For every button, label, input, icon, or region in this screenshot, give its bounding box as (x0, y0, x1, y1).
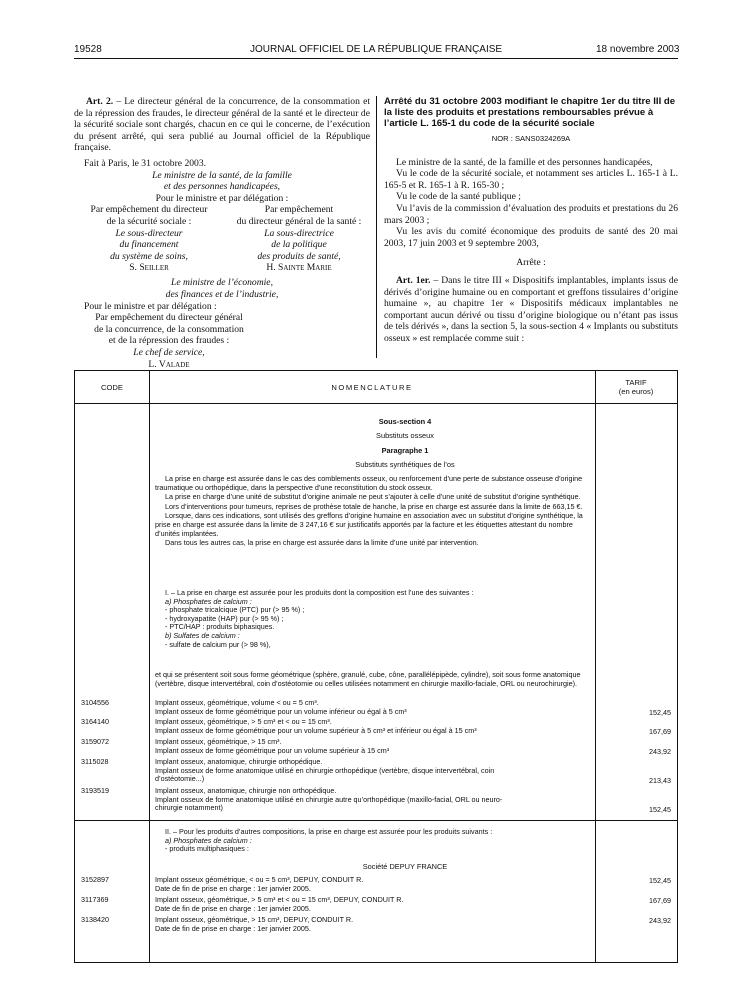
visa-3: Vu l’avis de la commission d’évaluation des produits et prestations du 26 mars 2003 ; (384, 202, 678, 226)
journal-title: JOURNAL OFFICIEL DE LA RÉPUBLIQUE FRANÇAISE (250, 44, 503, 55)
column-divider (376, 96, 377, 358)
row-price: 243,92 (649, 747, 671, 756)
header-rule (74, 58, 678, 59)
minister-2-line-2: des finances et de l’industrie, (165, 288, 279, 300)
nomenclature-table (74, 370, 678, 963)
row-description: Implant osseux, anatomique, chirurgie orthopédique. Implant osseux de forme anatomique utilisé en chirurgie orthopédique (vertèbre, disque intervertébral, coin d’ostéotomie...) (155, 757, 495, 784)
row-price: 152,45 (649, 876, 671, 885)
subsection-title: Substituts osseux (376, 431, 434, 440)
visa-1: Vu le code de la sécurité sociale, et notamment ses articles L. 165-1 à L. 165-5 et R. 165-1 à R. 165-30 ; (384, 168, 678, 191)
row-description: Implant osseux, géométrique, > 15 cm³. Implant osseux de forme géométrique pour un volume supérieur à 15 cm³ (155, 737, 390, 755)
row-description: Implant osseux géométrique, < ou = 5 cm³, DEPUY, CONDUIT R. Date de fin de prise en charge : 1er janvier 2005. (155, 875, 364, 893)
row-code: 3104556 (81, 698, 109, 707)
minister-1-line-2: et des personnes handicapées, (163, 181, 281, 193)
row-code: 3152897 (81, 875, 109, 884)
article-2-text: – Le directeur général de la concurrence, de la consommation et de la répression des fraudes, le directeur général de la santé et le directeur de la sécurité sociale sont chargés, chacun en ce qui le concerne, de l’exécution du présent arrêté, qui sera publié au Journal officiel de la République française. (74, 96, 370, 154)
row-description: Implant osseux, géométrique, volume < ou = 5 cm³. Implant osseux de forme géométrique pour un volume inférieur ou égal à 5 cm³ (155, 698, 407, 716)
article-1 (384, 275, 678, 345)
signatures-block (74, 204, 370, 274)
row-price: 152,45 (649, 805, 671, 814)
row-description: Implant osseux, géométrique, > 15 cm³, DEPUY, CONDUIT R. Date de fin de prise en charge : 1er janvier 2005. (155, 915, 354, 933)
header-tarif: TARIF (en euros) (618, 378, 654, 396)
row-price: 152,45 (649, 708, 671, 717)
company-name: Société DEPUY FRANCE (362, 862, 448, 871)
article-2-label: Art. 2. (86, 96, 114, 107)
nor-reference: NOR : SANS0324269A (491, 134, 571, 143)
row-price: 243,92 (649, 916, 671, 925)
row-code: 3164140 (81, 717, 109, 726)
preamble-minister: Le ministre de la santé, de la famille et des personnes handicapées, (396, 156, 653, 168)
article-1-text: – Dans le titre III « Dispositifs implantables, implants issus de dérivés d’origine humaine ou en comportant et greffons tissulaires d’origine humaine », au chapitre 1er « Dispositifs médicaux implantables ne comportant aucun dérivé ou tissu d’origine biologique ou n’étant pas issus de tels dérivés », dans la section 5, la sous-section 4 « Implants ou substituts osseux » est remplacée comme suit : (384, 274, 678, 344)
col-divider-2 (595, 371, 596, 962)
decree-title: Arrêté du 31 octobre 2003 modifiant le chapitre 1er du titre III de la liste des produits et prestations remboursables prévue à l’article L. 165-1 du code de la sécurité sociale (384, 96, 676, 129)
paragraph-label: Paragraphe 1 (381, 446, 429, 455)
signature-right: Par empêchement du directeur général de la santé : La sous-directrice de la politique des produits de santé, H. Sainte Marie (236, 204, 362, 274)
article-2 (74, 96, 370, 154)
row-code: 3159072 (81, 737, 109, 746)
row-description: Implant osseux, géométrique, > 5 cm³ et < ou = 15 cm³, DEPUY, CONDUIT R. Date de fin de prise en charge : 1er janvier 2005. (155, 895, 404, 913)
delegation-1: Pour le ministre et par délégation : (155, 192, 289, 204)
minister-1-line-1: Le ministre de la santé, de la famille (152, 169, 292, 181)
shape-text: et qui se présentent soit sous forme géométrique (sphère, granulé, cube, cône, parallélépipède, cylindre), soit sous forme anatomique (vertèbre, disque intervertébral, coin d’ostéotomie ou celles utilisées notamment en chirurgie maxillo-faciale, ORL ou neurochirurgie). (155, 670, 581, 688)
header-code: CODE (101, 382, 123, 392)
arrete-heading: Arrête : (516, 257, 546, 269)
composition-list-1: I. – La prise en charge est assurée pour les produits dont la composition est l’une des suivantes : a) Phosphates de calcium : - phosphate tricalcique (PTC) pur (> 95 %) ; - hydroxyapatite (HAP) pur (> 95 %) ; - PTC/HAP : produits biphasiques. b) Sulfates de calcium : - sulfate de calcium pur (> 98 %), (165, 588, 474, 649)
col-divider-1 (149, 371, 150, 962)
row-code: 3193519 (81, 786, 109, 795)
row-description: Implant osseux, anatomique, chirurgie non orthopédique. Implant osseux de forme anatomique utilisé en chirurgie autre qu’orthopédique (maxillo-facial, ORL ou neuro- chirurgie notamment) (155, 786, 503, 813)
intro-text: La prise en charge est assurée dans le cas des comblements osseux, ou renforcement d’une perte de substance osseuse d’origine traumatique ou orthopédique, dans la perspective d’une reconstitution du stock osseux. La prise en charge d’une unité de substitut d’origine animale ne peut s’ajouter à celle d’une unité de substitut d’origine synthétique. Lors d’interventions pour tumeurs, reprises de prothèse totale de hanche, la prise en charge est assurée dans la limite de 663,15 €. Lorsque, dans ces indications, sont utilisés des greffons d’origine humaine en association avec un substitut d’origine synthétique, la prise en charge est assurée dans la limite de 3 247,16 € sur justificatifs apportés par la facture et les étiquettes attestant du nombre d’unités implantées. Dans tous les autres cas, la prise en charge est assurée dans la limite d’une unité par intervention. (155, 474, 583, 548)
visa-4: Vu les avis du comité économique des produits de santé des 20 mai 2003, 17 juin 2003 et 9 septembre 2003, (384, 226, 678, 249)
row-price: 167,69 (649, 727, 671, 736)
visa-2: Vu le code de la santé publique ; (396, 191, 521, 203)
signature-3: Par empêchement du directeur général de la concurrence, de la consommation et de la répression des fraudes : Le chef de service, L. Valade (94, 312, 244, 370)
composition-list-2: II. – Pour les produits d’autres compositions, la prise en charge est assurée pour les produits suivants : a) Phosphates de calcium : - produits multiphasiques : (165, 827, 493, 854)
row-code: 3138420 (81, 915, 109, 924)
article-1-label: Art. 1er. (396, 274, 431, 286)
subsection-label: Sous-section 4 (378, 417, 432, 426)
row-description: Implant osseux, géométrique, > 5 cm³ et < ou = 15 cm³. Implant osseux de forme géométrique pour un volume supérieur à 5 cm³ et inférieur ou égal à 15 cm³ (155, 717, 477, 735)
section-divider (75, 820, 677, 821)
header-nomenclature: NOMENCLATURE (331, 382, 413, 392)
row-price: 213,43 (649, 776, 671, 785)
signature-left: Par empêchement du directeur de la sécurité sociale : Le sous-directeur du financement du système de soins, S. Seiller (90, 204, 208, 274)
paragraph-title: Substituts synthétiques de l’os (355, 460, 455, 469)
fait-a-paris: Fait à Paris, le 31 octobre 2003. (84, 157, 207, 169)
delegation-2: Pour le ministre et par délégation : (84, 300, 217, 312)
left-column (74, 96, 370, 370)
header-divider (75, 403, 677, 404)
row-code: 3115028 (81, 757, 109, 766)
minister-2-line-1: Le ministre de l’économie, (171, 277, 273, 289)
right-column (384, 96, 678, 345)
row-price: 167,69 (649, 896, 671, 905)
issue-date: 18 novembre 2003 (596, 44, 680, 55)
page-number: 19528 (74, 44, 102, 55)
row-code: 3117369 (81, 895, 109, 904)
